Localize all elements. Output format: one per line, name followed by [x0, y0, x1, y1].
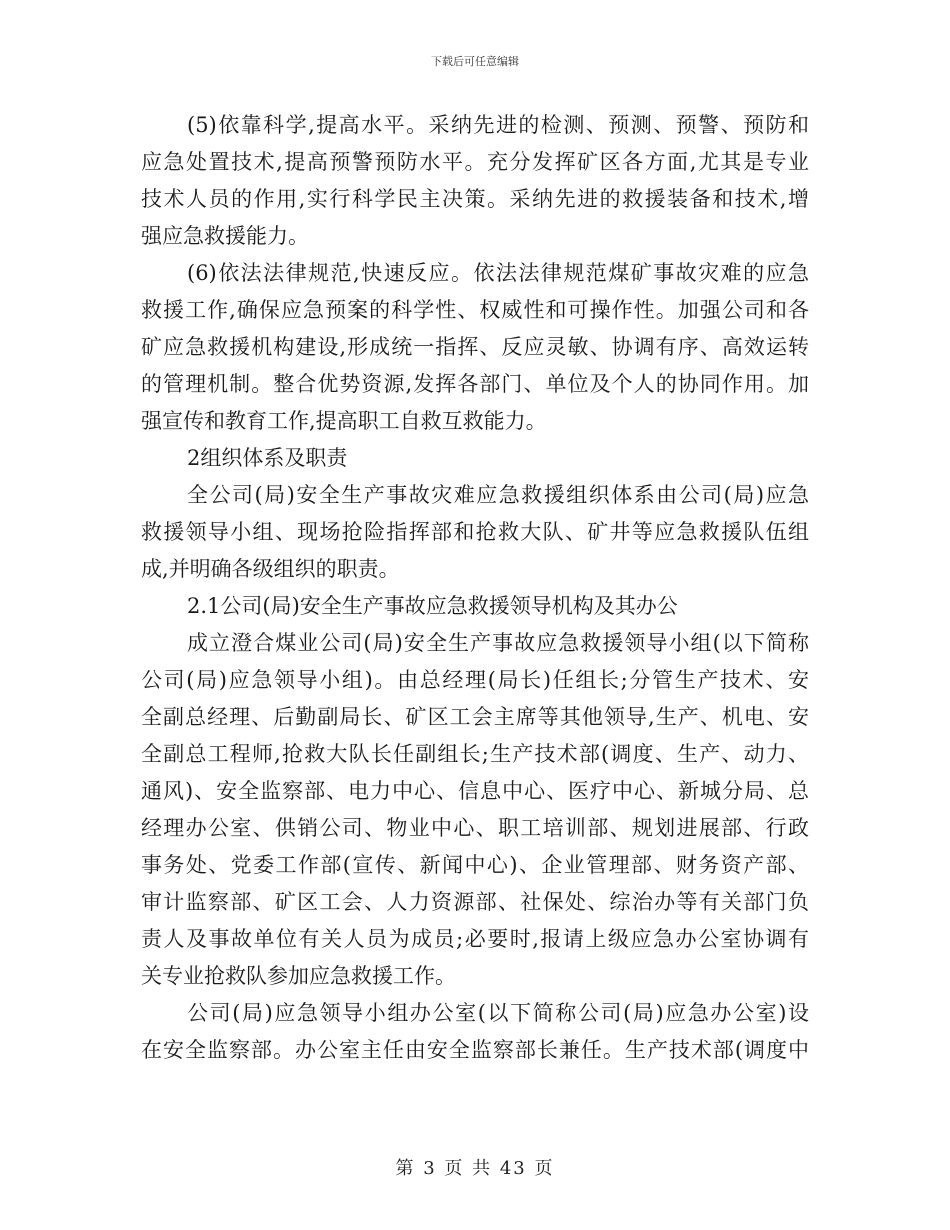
subsection-heading	[141, 588, 809, 625]
text-line: 全公司(局)安全生产事故灾难应急救援组织体系由公司(局)应急	[187, 483, 809, 507]
text-line: 强宣传和教育工作,提高职工自救互救能力。	[141, 409, 547, 433]
text-line: (6)依法法律规范,快速反应。依法法律规范煤矿事故灾难的应急	[187, 261, 809, 285]
paragraph	[141, 625, 809, 995]
text-line: 事务处、党委工作部(宣传、新闻中心)、企业管理部、财务资产部、	[141, 853, 809, 877]
text-line: 2组织体系及职责	[187, 446, 348, 470]
text-line: 2.1公司(局)安全生产事故应急救援领导机构及其办公	[187, 594, 678, 618]
paragraph	[141, 995, 809, 1069]
text-line: 救援领导小组、现场抢险指挥部和抢救大队、矿井等应急救援队伍组	[141, 520, 809, 544]
text-line: 应急处置技术,提高预警预防水平。充分发挥矿区各方面,尤其是专业	[141, 150, 809, 174]
text-line: 全副总工程师,抢救大队长任副组长;生产技术部(调度、生产、动力、	[141, 742, 809, 766]
text-line: 在安全监察部。办公室主任由安全监察部长兼任。生产技术部(调度中	[141, 1038, 809, 1062]
text-line: 审计监察部、矿区工会、人力资源部、社保处、综治办等有关部门负	[141, 890, 809, 914]
text-line: 公司(局)应急领导小组)。由总经理(局长)任组长;分管生产技术、安	[141, 668, 809, 692]
text-line: 矿应急救援机构建设,形成统一指挥、反应灵敏、协调有序、高效运转	[141, 335, 809, 359]
text-line: 技术人员的作用,实行科学民主决策。采纳先进的救援装备和技术,增	[141, 187, 809, 211]
page-header: 下载后可任意编辑	[431, 55, 519, 68]
document-body	[141, 107, 809, 1069]
text-line: (5)依靠科学,提高水平。采纳先进的检测、预测、预警、预防和	[187, 113, 809, 137]
text-line: 成立澄合煤业公司(局)安全生产事故应急救援领导小组(以下简称	[187, 631, 809, 655]
text-line: 救援工作,确保应急预案的科学性、权威性和可操作性。加强公司和各	[141, 298, 809, 322]
text-line: 成,并明确各级组织的职责。	[141, 557, 400, 581]
text-line: 经理办公室、供销公司、物业中心、职工培训部、规划进展部、行政	[141, 816, 809, 840]
text-line: 通风)、安全监察部、电力中心、信息中心、医疗中心、新城分局、总	[141, 779, 809, 803]
text-line: 关专业抢救队参加应急救援工作。	[141, 964, 456, 988]
text-line: 责人及事故单位有关人员为成员;必要时,报请上级应急办公室协调有	[141, 927, 809, 951]
text-line: 全副总经理、后勤副局长、矿区工会主席等其他领导,生产、机电、安	[141, 705, 809, 729]
paragraph	[141, 477, 809, 588]
section-heading	[141, 440, 809, 477]
text-line: 公司(局)应急领导小组办公室(以下简称公司(局)应急办公室)设	[187, 1001, 809, 1025]
text-line: 强应急救援能力。	[141, 224, 309, 248]
text-line: 的管理机制。整合优势资源,发挥各部门、单位及个人的协同作用。加	[141, 372, 809, 396]
paragraph	[141, 255, 809, 440]
paragraph	[141, 107, 809, 255]
page-number: 第 3 页 共 43 页	[395, 1158, 555, 1179]
